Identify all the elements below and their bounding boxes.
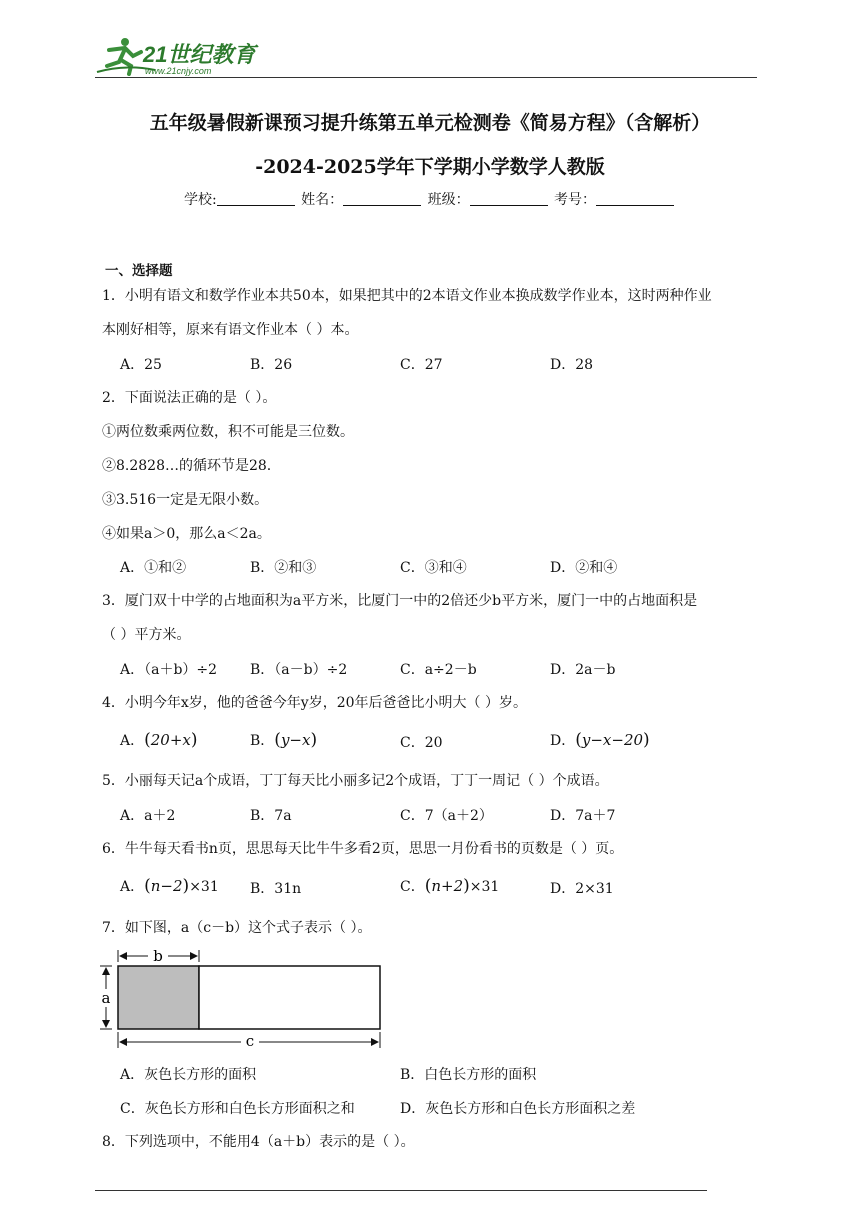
q6-option-d[interactable]: D．2×31 [550,881,614,897]
q6-option-a-letter: A． [120,879,145,895]
question-4-stem: 4．小明今年x岁，他的爸爸今年y岁，20年后爸爸比小明大（ ）岁。 [102,695,527,711]
q7-label-b: b [153,947,163,965]
q2-option-d[interactable]: D．②和④ [550,560,618,576]
q7-option-d[interactable]: D．灰色长方形和白色长方形面积之差 [400,1101,636,1117]
q3-option-a[interactable]: A．（a＋b）÷2 [120,662,218,678]
q6-option-c[interactable] [400,876,499,896]
page-title-line2: -2024-2025学年下学期小学数学人教版 [255,156,605,178]
q2-statement-3: ③3.516一定是无限小数。 [102,492,269,508]
q6-option-c-letter: C． [400,879,425,895]
q4-option-a-letter: A． [120,733,145,749]
q5-option-b[interactable]: B．7a [250,808,292,824]
q6-option-a-suffix: ×31 [189,879,219,895]
page-title-line1: 五年级暑假新课预习提升练第五单元检测卷《简易方程》（含解析） [149,112,711,134]
q7-gray-rect [118,966,199,1029]
q2-option-b[interactable]: B．②和③ [250,560,317,576]
question-6-stem: 6．牛牛每天看书n页，思思每天比牛牛多看2页，思思一月份看书的页数是（ ）页。 [102,841,624,857]
question-7-stem: 7．如下图，a（c－b）这个式子表示（ ）。 [102,920,372,936]
q6-option-b[interactable]: B．31n [250,881,302,897]
student-info [60,189,800,209]
q2-statement-1: ①两位数乘两位数，积不可能是三位数。 [102,424,354,440]
q1-option-a[interactable]: A．25 [120,357,162,373]
q7-white-rect [199,966,380,1029]
q2-option-a[interactable]: A．①和② [120,560,187,576]
q2-statement-4: ④如果a＞0，那么a＜2a。 [102,526,271,542]
school-blank [217,191,295,206]
logo-text: 21世纪教育 [143,42,256,67]
footer-rule [95,1190,707,1191]
question-1-stem-line2: 本刚好相等，原来有语文作业本（ ）本。 [102,322,359,338]
q1-option-c[interactable]: C．27 [400,357,443,373]
q3-option-c[interactable]: C．a÷2－b [400,662,477,678]
q1-option-d[interactable]: D．28 [550,357,594,373]
q4-option-d-math: (y−x−20) [575,730,650,750]
q6-option-c-suffix: ×31 [469,879,500,895]
question-5-stem: 5．小丽每天记a个成语，丁丁每天比小丽多记2个成语，丁丁一周记（ ）个成语。 [102,773,609,789]
q7-option-c[interactable]: C．灰色长方形和白色长方形面积之和 [120,1101,355,1117]
q4-option-a-math: (20+x) [144,730,198,750]
q2-statement-2: ②8.2828…的循环节是28. [102,458,272,474]
q5-option-a[interactable]: A．a＋2 [120,808,176,824]
name-label: 姓名： [301,192,344,208]
q4-option-d-letter: D． [550,733,576,749]
school-label: 学校: [183,192,217,208]
q4-option-c[interactable]: C．20 [400,735,443,751]
exam-no-label: 考号： [554,192,597,208]
exam-no-blank [596,191,674,206]
q7-option-b[interactable]: B．白色长方形的面积 [400,1067,537,1083]
q4-option-b-letter: B． [250,733,275,749]
q7-rectangle-figure [96,944,396,1052]
class-label: 班级： [427,192,470,208]
q6-option-a[interactable] [120,876,219,896]
logo-url: www.21cnjy.com [145,66,212,76]
q3-option-b[interactable]: B．（a－b）÷2 [250,662,348,678]
q7-label-a: a [101,989,111,1007]
q5-option-d[interactable]: D．7a＋7 [550,808,616,824]
q6-option-c-math: (n+2) [424,876,470,896]
section-heading: 一、选择题 [105,263,173,279]
q4-option-b[interactable] [250,730,317,750]
q4-option-a[interactable] [120,730,198,750]
class-blank [470,191,548,206]
logo-runner-icon [95,36,265,78]
q1-option-b[interactable]: B．26 [250,357,293,373]
question-3-stem-line1: 3．厦门双十中学的占地面积为a平方米，比厦门一中的2倍还少b平方米，厦门一中的占地面积是 [102,593,698,609]
q7-label-c: c [245,1032,255,1050]
q3-option-d[interactable]: D．2a－b [550,662,616,678]
q6-option-a-math: (n−2) [144,876,190,896]
q5-option-c[interactable]: C．7（a＋2） [400,808,493,824]
question-3-stem-line2: （ ）平方米。 [102,627,191,643]
name-blank [343,191,421,206]
question-8-stem: 8．下列选项中，不能用4（a＋b）表示的是（ ）。 [102,1134,415,1150]
question-2-stem: 2．下面说法正确的是（ ）。 [102,390,277,406]
question-1-stem-line1: 1．小明有语文和数学作业本共50本，如果把其中的2本语文作业本换成数学作业本，这时两种作业 [102,288,712,304]
header-rule [95,77,757,78]
q7-option-a[interactable]: A．灰色长方形的面积 [120,1067,257,1083]
q4-option-b-math: (y−x) [274,730,318,750]
q2-option-c[interactable]: C．③和④ [400,560,467,576]
logo [95,36,265,78]
q4-option-d[interactable] [550,730,650,750]
